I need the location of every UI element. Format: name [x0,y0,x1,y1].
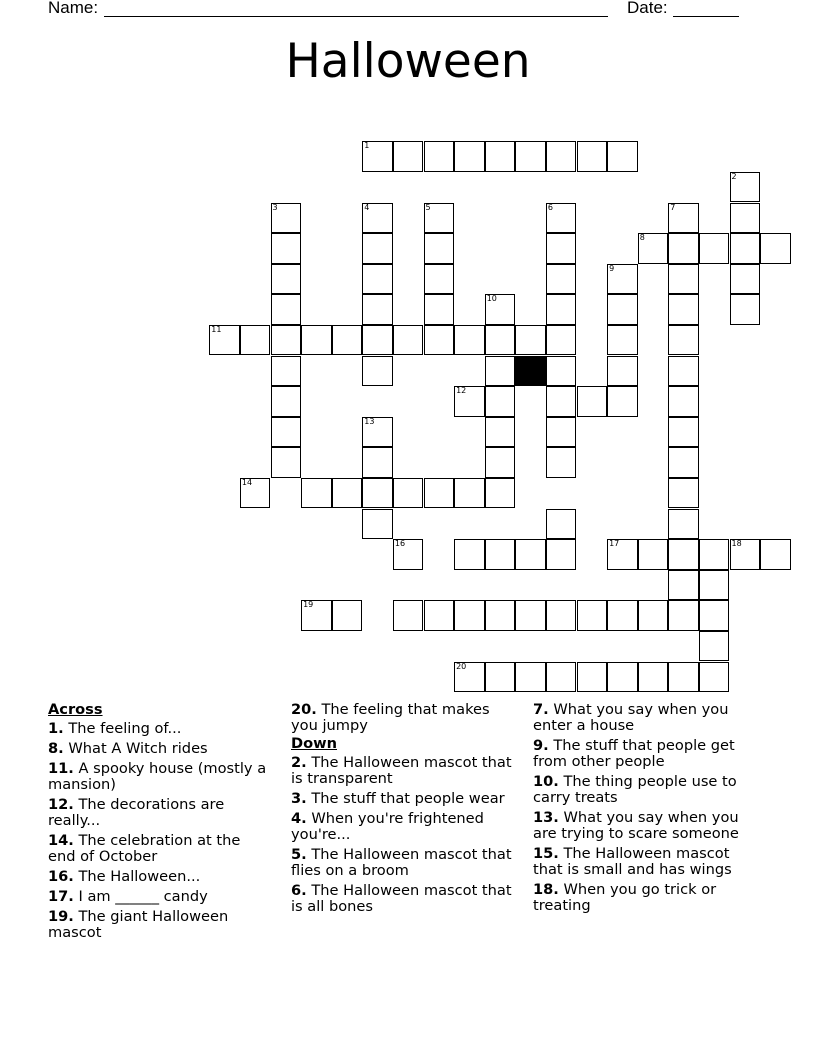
grid-cell[interactable] [607,539,638,570]
grid-cell[interactable] [454,141,485,172]
clue-item-text: The decorations are really... [48,796,225,829]
clue-item-number: 12. [48,796,74,813]
grid-cell[interactable] [730,203,761,234]
blocked-cell [515,356,546,387]
grid-cell[interactable] [607,356,638,387]
grid-cell[interactable] [638,539,669,570]
clue-item [48,797,270,829]
clue-number: 17 [609,539,620,549]
page-title: Halloween [285,34,531,89]
grid-cell[interactable] [424,264,455,295]
clue-number: 16 [394,539,406,549]
grid-cell[interactable] [546,600,577,631]
clue-item-number: 10. [533,773,559,790]
grid-cell[interactable] [607,294,638,325]
grid-cell[interactable] [546,264,577,295]
clue-item-number: 18. [533,881,559,898]
grid-cell[interactable] [546,417,577,448]
clue-number: 20 [456,661,467,671]
grid-cell[interactable] [362,233,393,264]
down-clue-list [291,755,513,915]
grid-cell[interactable] [730,539,761,570]
clue-number: 12 [456,386,467,396]
clue-item-number: 15. [533,845,559,862]
clue-item-number: 1. [48,720,64,737]
clue-item [533,774,755,806]
clue-number: 14 [241,477,253,487]
grid-cell[interactable] [546,539,577,570]
grid-cell[interactable] [638,600,669,631]
grid-cell[interactable] [699,600,730,631]
grid-cell[interactable] [424,600,455,631]
grid-cell[interactable] [607,264,638,295]
grid-cell[interactable] [485,447,516,478]
clue-item-text: A spooky house (mostly a mansion) [48,760,267,793]
clue-item-text: The thing people use to carry treats [533,773,737,806]
grid-cell[interactable] [668,600,699,631]
grid-cell[interactable] [424,478,455,509]
grid-cell[interactable] [362,478,393,509]
clue-item [291,755,513,787]
grid-cell[interactable] [546,662,577,693]
grid-cell[interactable] [454,478,485,509]
grid-cell[interactable] [607,662,638,693]
grid-cell[interactable] [668,417,699,448]
clue-number: 9 [609,263,615,273]
grid-cell[interactable] [638,233,669,264]
grid-cell[interactable] [362,141,393,172]
grid-cell[interactable] [362,356,393,387]
across-heading: Across [48,701,103,718]
grid-cell[interactable] [362,447,393,478]
clue-item-number: 17. [48,888,74,905]
clue-item [533,846,755,878]
clues-column-1 [48,702,270,945]
clue-item-text: What you say when you are trying to scare someone [533,809,739,842]
grid-cell[interactable] [668,264,699,295]
grid-cell[interactable] [301,478,332,509]
clue-item-text: When you're frightened you're... [291,810,484,843]
clues-section [0,702,816,1002]
clue-number: 7 [670,202,676,212]
grid-cell[interactable] [271,233,302,264]
name-label: Name: [48,0,99,17]
grid-cell[interactable] [393,141,424,172]
grid-cell[interactable] [485,417,516,448]
grid-cell[interactable] [485,325,516,356]
clue-item [48,889,270,905]
grid-cell[interactable] [515,600,546,631]
clue-item-number: 16. [48,868,74,885]
date-label: Date: [627,0,668,17]
grid-cell[interactable] [271,417,302,448]
grid-cell[interactable] [485,386,516,417]
grid-cell[interactable] [271,386,302,417]
grid-cell[interactable] [393,478,424,509]
grid-cell[interactable] [271,325,302,356]
grid-cell[interactable] [730,172,761,203]
grid-cell[interactable] [730,264,761,295]
grid-cell[interactable] [546,294,577,325]
across-clue-list-continued [291,702,513,734]
clue-number: 5 [425,202,431,212]
grid-cell[interactable] [730,233,761,264]
clue-item-text: The stuff that people wear [306,790,505,807]
grid-cell[interactable] [362,325,393,356]
clue-number: 4 [364,202,370,212]
clue-item [533,882,755,914]
clue-number: 19 [303,600,314,610]
down-heading: Down [291,735,338,752]
grid-cell[interactable] [332,600,363,631]
clue-item [291,847,513,879]
grid-cell[interactable] [240,325,271,356]
clue-number: 10 [486,294,497,304]
clue-item [533,810,755,842]
grid-cell[interactable] [760,233,791,264]
grid-cell[interactable] [668,539,699,570]
grid-cell[interactable] [668,325,699,356]
grid-cell[interactable] [393,600,424,631]
grid-cell[interactable] [607,600,638,631]
grid-cell[interactable] [668,478,699,509]
grid-cell[interactable] [607,386,638,417]
grid-cell[interactable] [240,478,271,509]
grid-cell[interactable] [424,233,455,264]
grid-cell[interactable] [424,325,455,356]
clues-column-3 [533,702,755,918]
grid-cell[interactable] [607,325,638,356]
clue-item-number: 9. [533,737,549,754]
clue-item-text: I am ______ candy [73,888,208,905]
clue-item-number: 14. [48,832,74,849]
clue-number: 1 [364,141,370,151]
clue-item [533,738,755,770]
clue-item-number: 6. [291,882,307,899]
clue-item [533,702,755,734]
clue-item-text: The Halloween mascot that is transparent [291,754,512,787]
grid-cell[interactable] [271,294,302,325]
grid-cell[interactable] [424,203,455,234]
grid-cell[interactable] [515,141,546,172]
clue-item-text: The stuff that people get from other people [533,737,735,770]
grid-cell[interactable] [546,356,577,387]
clue-item [291,811,513,843]
grid-cell[interactable] [577,386,608,417]
grid-cell[interactable] [271,356,302,387]
grid-cell[interactable] [332,325,363,356]
clue-number: 6 [547,202,553,212]
grid-cell[interactable] [668,203,699,234]
grid-cell[interactable] [638,662,669,693]
clue-item-text: The feeling that makes you jumpy [291,701,490,734]
clue-item-number: 8. [48,740,64,757]
grid-cell[interactable] [668,386,699,417]
grid-cell[interactable] [485,539,516,570]
grid-cell[interactable] [515,325,546,356]
grid-cell[interactable] [485,478,516,509]
grid-cell[interactable] [454,600,485,631]
clue-item [48,909,270,941]
grid-cell[interactable] [699,570,730,601]
clues-column-2 [291,702,513,919]
grid-cell[interactable] [485,600,516,631]
grid-cell[interactable] [668,233,699,264]
grid-cell[interactable] [546,325,577,356]
clue-item-text: The giant Halloween mascot [48,908,229,941]
clue-item-text: The Halloween mascot that is small and has wings [533,845,732,878]
clue-item [48,721,270,737]
grid-cell[interactable] [454,662,485,693]
grid-cell[interactable] [668,570,699,601]
grid-cell[interactable] [362,294,393,325]
grid-cell[interactable] [454,539,485,570]
clue-item-text: The Halloween... [73,868,201,885]
grid-cell[interactable] [393,325,424,356]
grid-cell[interactable] [577,662,608,693]
grid-cell[interactable] [271,203,302,234]
clue-item [291,791,513,807]
grid-cell[interactable] [699,233,730,264]
clue-item [291,883,513,915]
grid-cell[interactable] [668,447,699,478]
grid-cell[interactable] [699,539,730,570]
clue-item [48,741,270,757]
grid-cell[interactable] [760,539,791,570]
grid-cell[interactable] [546,233,577,264]
grid-cell[interactable] [730,294,761,325]
grid-cell[interactable] [362,417,393,448]
grid-cell[interactable] [515,539,546,570]
grid-cell[interactable] [393,539,424,570]
grid-cell[interactable] [699,631,730,662]
clue-item-text: What you say when you enter a house [533,701,729,734]
clue-item-text: What A Witch rides [63,740,208,757]
grid-cell[interactable] [424,294,455,325]
grid-cell[interactable] [301,600,332,631]
clue-item-number: 13. [533,809,559,826]
grid-cell[interactable] [454,325,485,356]
clue-number: 18 [731,539,742,549]
clue-item-text: The feeling of... [63,720,182,737]
clue-item-number: 7. [533,701,549,718]
across-clue-list [48,721,270,941]
grid-cell[interactable] [362,509,393,540]
grid-cell[interactable] [577,600,608,631]
grid-cell[interactable] [577,141,608,172]
clue-number: 11 [211,324,222,334]
clue-number: 8 [639,233,645,243]
clue-item-number: 20. [291,701,317,718]
grid-cell[interactable] [485,356,516,387]
grid-cell[interactable] [454,386,485,417]
clue-item-number: 19. [48,908,74,925]
grid-cell[interactable] [668,294,699,325]
grid-cell[interactable] [271,447,302,478]
clue-number: 3 [272,202,278,212]
clue-item-text: When you go trick or treating [533,881,717,914]
grid-cell[interactable] [546,509,577,540]
grid-cell[interactable] [362,203,393,234]
grid-cell[interactable] [546,386,577,417]
grid-cell[interactable] [271,264,302,295]
clue-item [48,869,270,885]
grid-cell[interactable] [668,662,699,693]
clue-number: 2 [731,171,737,181]
grid-cell[interactable] [485,662,516,693]
clue-item-text: The Halloween mascot that flies on a broom [291,846,512,879]
grid-cell[interactable] [668,356,699,387]
grid-cell[interactable] [362,264,393,295]
clue-item-number: 11. [48,760,74,777]
clue-item [291,702,513,734]
grid-cell[interactable] [668,509,699,540]
grid-cell[interactable] [485,294,516,325]
clue-item [48,833,270,865]
clue-item-number: 5. [291,846,307,863]
grid-cell[interactable] [607,141,638,172]
down-clue-list-continued [533,702,755,914]
grid-cell[interactable] [546,141,577,172]
clue-item-text: The celebration at the end of October [48,832,241,865]
clue-number: 13 [364,416,375,426]
grid-cell[interactable] [699,662,730,693]
grid-cell[interactable] [301,325,332,356]
grid-cell[interactable] [332,478,363,509]
clue-item-number: 3. [291,790,307,807]
clue-item-text: The Halloween mascot that is all bones [291,882,512,915]
grid-cell[interactable] [209,325,240,356]
clue-item-number: 4. [291,810,307,827]
clue-item [48,761,270,793]
grid-cell[interactable] [546,447,577,478]
grid-cell[interactable] [424,141,455,172]
clue-item-number: 2. [291,754,307,771]
grid-cell[interactable] [485,141,516,172]
grid-cell[interactable] [515,662,546,693]
grid-cell[interactable] [546,203,577,234]
